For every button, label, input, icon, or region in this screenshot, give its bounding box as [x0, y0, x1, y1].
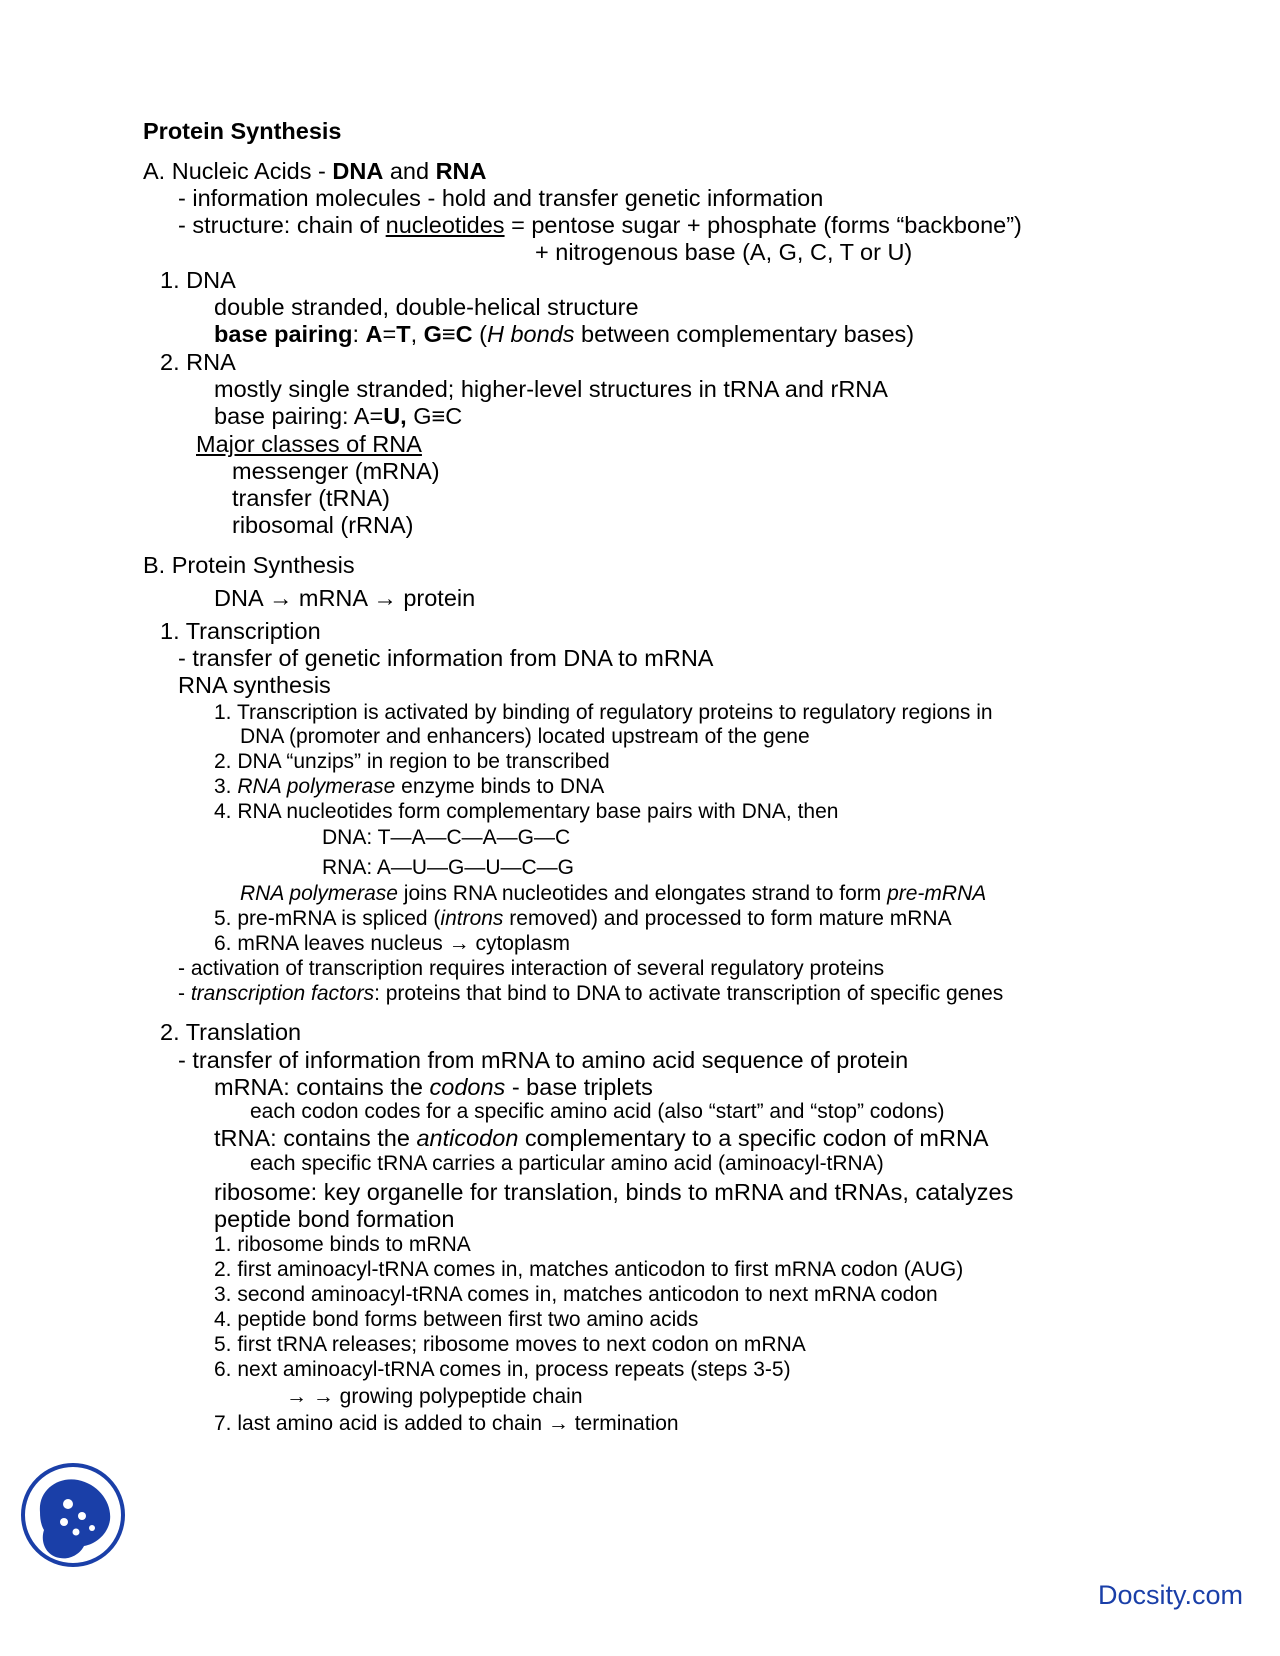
text: A — [365, 321, 383, 347]
text: complementary to a specific codon of mRNA — [518, 1125, 989, 1151]
text: - — [178, 982, 191, 1005]
step-line: 4. peptide bond forms between first two amino acids — [214, 1308, 699, 1331]
step-line: 1. ribosome binds to mRNA — [214, 1233, 471, 1256]
list-item: messenger (mRNA) — [232, 458, 440, 484]
text: ≡ — [441, 321, 456, 347]
step-line: 2. DNA “unzips” in region to be transcribed — [214, 750, 610, 773]
text: ( — [472, 321, 487, 347]
text: DNA — [332, 158, 384, 184]
text: tRNA: contains the — [214, 1125, 417, 1151]
text: T — [396, 321, 411, 347]
text-line: - transfer of genetic information from DNA to mRNA — [178, 645, 714, 671]
subheading-translation: 2. Translation — [160, 1019, 302, 1045]
text: - base triplets — [505, 1074, 653, 1100]
step-line: 5. first tRNA releases; ribosome moves to next codon on mRNA — [214, 1333, 806, 1356]
text-line: - information molecules - hold and transfer genetic information — [178, 185, 824, 211]
text: pre-mRNA — [887, 882, 987, 905]
step-line — [214, 774, 604, 800]
text-line: mostly single stranded; higher-level structures in tRNA and rRNA — [214, 376, 888, 402]
base-pairing-line — [214, 320, 914, 348]
text-line: each specific tRNA carries a particular amino acid (aminoacyl-tRNA) — [250, 1152, 884, 1175]
text-line — [214, 1073, 653, 1101]
text: RNA polymerase — [240, 882, 398, 905]
text: nucleotides — [385, 212, 505, 238]
text: and — [383, 158, 436, 184]
text: = — [382, 321, 397, 347]
text-line: peptide bond formation — [214, 1206, 455, 1232]
text: : — [352, 321, 366, 347]
step-line: 6. mRNA leaves nucleus → cytoplasm — [214, 932, 570, 955]
text: enzyme binds to DNA — [395, 775, 605, 798]
rna-classes-heading: Major classes of RNA — [196, 431, 422, 457]
text-line: - transfer of information from mRNA to amino acid sequence of protein — [178, 1047, 909, 1073]
page-title: Protein Synthesis — [143, 118, 342, 144]
text: C — [455, 321, 473, 347]
step-line: 7. last amino acid is added to chain → termination — [214, 1412, 679, 1435]
section-a-heading — [143, 157, 487, 185]
text-line: + nitrogenous base (A, G, C, T or U) — [535, 239, 913, 265]
text: G — [423, 321, 442, 347]
step-line — [240, 881, 986, 907]
brand-link[interactable]: Docsity.com — [1098, 1580, 1244, 1610]
text-line: - activation of transcription requires interaction of several regulatory proteins — [178, 957, 885, 980]
step-line: 6. next aminoacyl-tRNA comes in, process repeats (steps 3-5) — [214, 1358, 791, 1381]
text: A. Nucleic Acids - — [143, 158, 333, 184]
text: mRNA: contains the — [214, 1074, 430, 1100]
text: base pairing: A= — [214, 403, 384, 429]
text-line — [178, 211, 1022, 239]
subheading-transcription: 1. Transcription — [160, 618, 321, 644]
text: - structure: chain of — [178, 212, 386, 238]
text-line: ribosome: key organelle for translation, binds to mRNA and tRNAs, catalyzes — [214, 1179, 1014, 1205]
rna-sequence: RNA: A—U—G—U—C—G — [322, 856, 575, 879]
text-line — [214, 402, 462, 430]
step-line — [214, 906, 952, 932]
text: removed) and processed to form mature mRNA — [503, 907, 952, 930]
step-line: 2. first aminoacyl-tRNA comes in, matches anticodon to first mRNA codon (AUG) — [214, 1258, 964, 1281]
text: H bonds — [486, 321, 575, 347]
text: RNA — [435, 158, 487, 184]
text: codons — [429, 1074, 506, 1100]
text-line: each codon codes for a specific amino acid (also “start” and “stop” codons) — [250, 1100, 945, 1123]
text: RNA polymerase — [237, 775, 396, 798]
text: = pentose sugar + phosphate (forms “backbone”) — [504, 212, 1022, 238]
text-line: RNA synthesis — [178, 672, 331, 698]
subheading-dna: 1. DNA — [160, 267, 236, 293]
step-line: 4. RNA nucleotides form complementary base pairs with DNA, then — [214, 800, 839, 823]
dna-sequence: DNA: T—A—C—A—G—C — [322, 826, 571, 849]
text: : proteins that bind to DNA to activate transcription of specific genes — [374, 982, 1004, 1005]
text: 3. — [214, 775, 238, 798]
subheading-rna: 2. RNA — [160, 349, 236, 375]
text: joins RNA nucleotides and elongates strand to form — [397, 882, 888, 905]
text: between complementary bases) — [574, 321, 915, 347]
list-item: transfer (tRNA) — [232, 485, 390, 511]
step-line: DNA (promoter and enhancers) located upstream of the gene — [240, 725, 810, 748]
text-line: double stranded, double-helical structure — [214, 294, 639, 320]
text: anticodon — [416, 1125, 519, 1151]
text: transcription factors — [190, 982, 375, 1005]
text: base pairing — [214, 321, 353, 347]
text: G≡C — [406, 403, 463, 429]
text: , — [410, 321, 424, 347]
chain-line: → → growing polypeptide chain — [286, 1385, 583, 1408]
text-line — [178, 981, 1003, 1007]
docsity-logo-icon — [20, 1462, 130, 1572]
section-b-heading: B. Protein Synthesis — [143, 552, 355, 578]
step-line: 3. second aminoacyl-tRNA comes in, matches anticodon to next mRNA codon — [214, 1283, 938, 1306]
text: 5. pre-mRNA is spliced ( — [214, 907, 441, 930]
step-line: 1. Transcription is activated by binding of regulatory proteins to regulatory regions in — [214, 701, 993, 724]
text-line — [214, 1124, 989, 1152]
text: introns — [440, 907, 504, 930]
text: U, — [383, 403, 407, 429]
list-item: ribosomal (rRNA) — [232, 512, 414, 538]
flow-line: DNA → mRNA → protein — [214, 585, 476, 611]
